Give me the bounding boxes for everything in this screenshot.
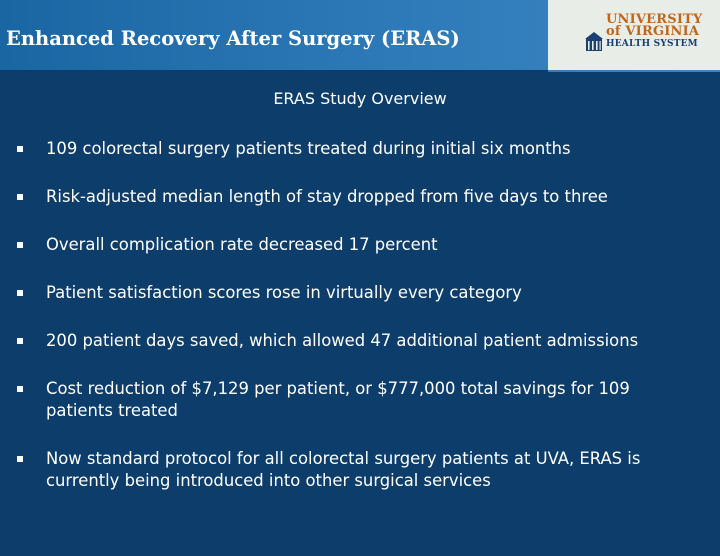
bullet-item — [0, 138, 720, 160]
bullet-text: Now standard protocol for all colorectal surgery patients at UVA, ERAS is currently being introduced into other surgical services — [46, 449, 641, 490]
bullet-item — [0, 378, 720, 422]
bullet-text: Cost reduction of $7,129 per patient, or $777,000 total savings for 109 patients treated — [46, 379, 630, 420]
slide-subtitle: ERAS Study Overview — [273, 89, 447, 108]
bullet-text: Risk-adjusted median length of stay dropped from five days to three — [46, 187, 608, 206]
square-bullet-icon — [17, 194, 23, 200]
rotunda-icon — [584, 13, 604, 51]
bullet-item — [0, 330, 720, 352]
logo-virginia-text: of VIRGINIA — [606, 24, 700, 39]
bullet-item — [0, 234, 720, 256]
bullet-item — [0, 448, 720, 492]
square-bullet-icon — [17, 146, 23, 152]
title-bar-rule — [0, 70, 548, 72]
logo-health-system-text: HEALTH SYSTEM — [606, 39, 698, 49]
square-bullet-icon — [17, 242, 23, 248]
university-logo — [548, 0, 720, 70]
title-bar — [0, 0, 720, 72]
logo-university-text: UNIVERSITY — [606, 12, 703, 27]
square-bullet-icon — [17, 338, 23, 344]
bullet-text: 109 colorectal surgery patients treated during initial six months — [46, 139, 571, 158]
bullet-text: Overall complication rate decreased 17 percent — [46, 235, 438, 254]
bullet-text: 200 patient days saved, which allowed 47 additional patient admissions — [46, 331, 639, 350]
bullet-text: Patient satisfaction scores rose in virtually every category — [46, 283, 522, 302]
square-bullet-icon — [17, 386, 23, 392]
square-bullet-icon — [17, 290, 23, 296]
bullet-item — [0, 186, 720, 208]
slide-title: Enhanced Recovery After Surgery (ERAS) — [6, 27, 460, 50]
bullet-item — [0, 282, 720, 304]
bullet-list — [0, 138, 720, 518]
square-bullet-icon — [17, 456, 23, 462]
